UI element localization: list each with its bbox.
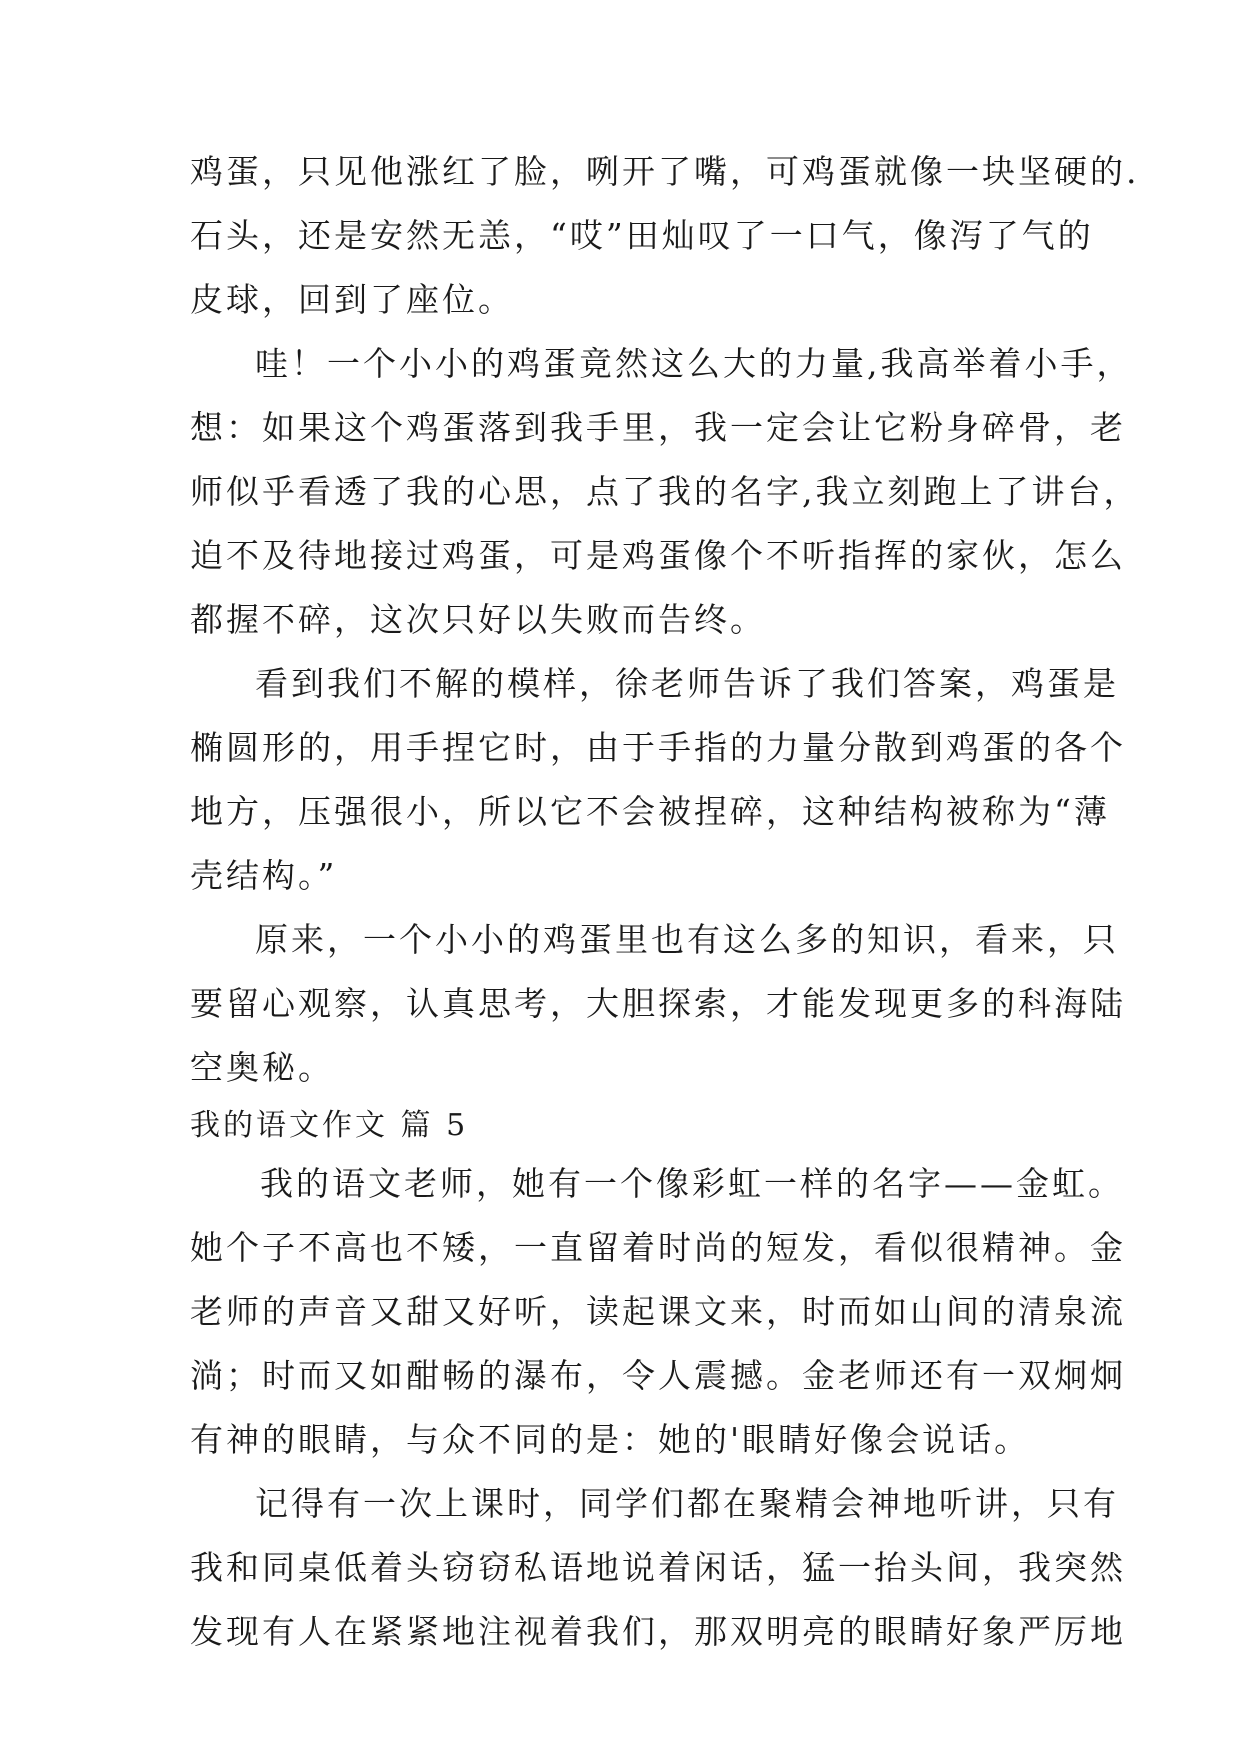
- text-line: 想：如果这个鸡蛋落到我手里，我一定会让它粉身碎骨，老: [190, 408, 1126, 447]
- text-line: 壳结构。”: [190, 856, 338, 895]
- text-line: 看到我们不解的模样，徐老师告诉了我们答案，鸡蛋是: [255, 664, 1119, 703]
- text-line: 空奥秘。: [190, 1048, 334, 1087]
- text-line: 鸡蛋，只见他涨红了脸，咧开了嘴，可鸡蛋就像一块坚硬的.: [190, 152, 1140, 191]
- text-line: 石头，还是安然无恙，“哎”田灿叹了一口气，像泻了气的: [190, 216, 1094, 255]
- text-line: 师似乎看透了我的心思，点了我的名字,我立刻跑上了讲台，: [190, 472, 1140, 511]
- text-line: 她个子不高也不矮，一直留着时尚的短发，看似很精神。金: [190, 1228, 1126, 1267]
- text-line: 发现有人在紧紧地注视着我们，那双明亮的眼睛好象严厉地: [190, 1612, 1126, 1651]
- text-line: 有神的眼睛，与众不同的是：她的'眼睛好像会说话。: [190, 1420, 1031, 1459]
- text-line: 我和同桌低着头窃窃私语地说着闲话，猛一抬头间，我突然: [190, 1548, 1126, 1587]
- text-line: 地方，压强很小，所以它不会被捏碎，这种结构被称为“薄: [190, 792, 1110, 831]
- text-line: 我的语文老师，她有一个像彩虹一样的名字——金虹。: [260, 1164, 1124, 1203]
- text-line: 哇！一个小小的鸡蛋竟然这么大的力量,我高举着小手，: [255, 344, 1133, 383]
- text-line: 迫不及待地接过鸡蛋，可是鸡蛋像个不听指挥的家伙，怎么: [190, 536, 1126, 575]
- text-line: 椭圆形的，用手捏它时，由于手指的力量分散到鸡蛋的各个: [190, 728, 1126, 767]
- text-line: 原来，一个小小的鸡蛋里也有这么多的知识，看来，只: [255, 920, 1119, 959]
- text-line: 老师的声音又甜又好听，读起课文来，时而如山间的清泉流: [190, 1292, 1126, 1331]
- text-line: 淌；时而又如酣畅的瀑布，令人震撼。金老师还有一双炯炯: [190, 1356, 1126, 1395]
- text-line: 都握不碎，这次只好以失败而告终。: [190, 600, 766, 639]
- text-line: 皮球，回到了座位。: [190, 280, 514, 319]
- section-heading: 我的语文作文 篇 5: [190, 1108, 469, 1143]
- text-line: 要留心观察，认真思考，大胆探索，才能发现更多的科海陆: [190, 984, 1126, 1023]
- text-line: 记得有一次上课时，同学们都在聚精会神地听讲，只有: [255, 1484, 1119, 1523]
